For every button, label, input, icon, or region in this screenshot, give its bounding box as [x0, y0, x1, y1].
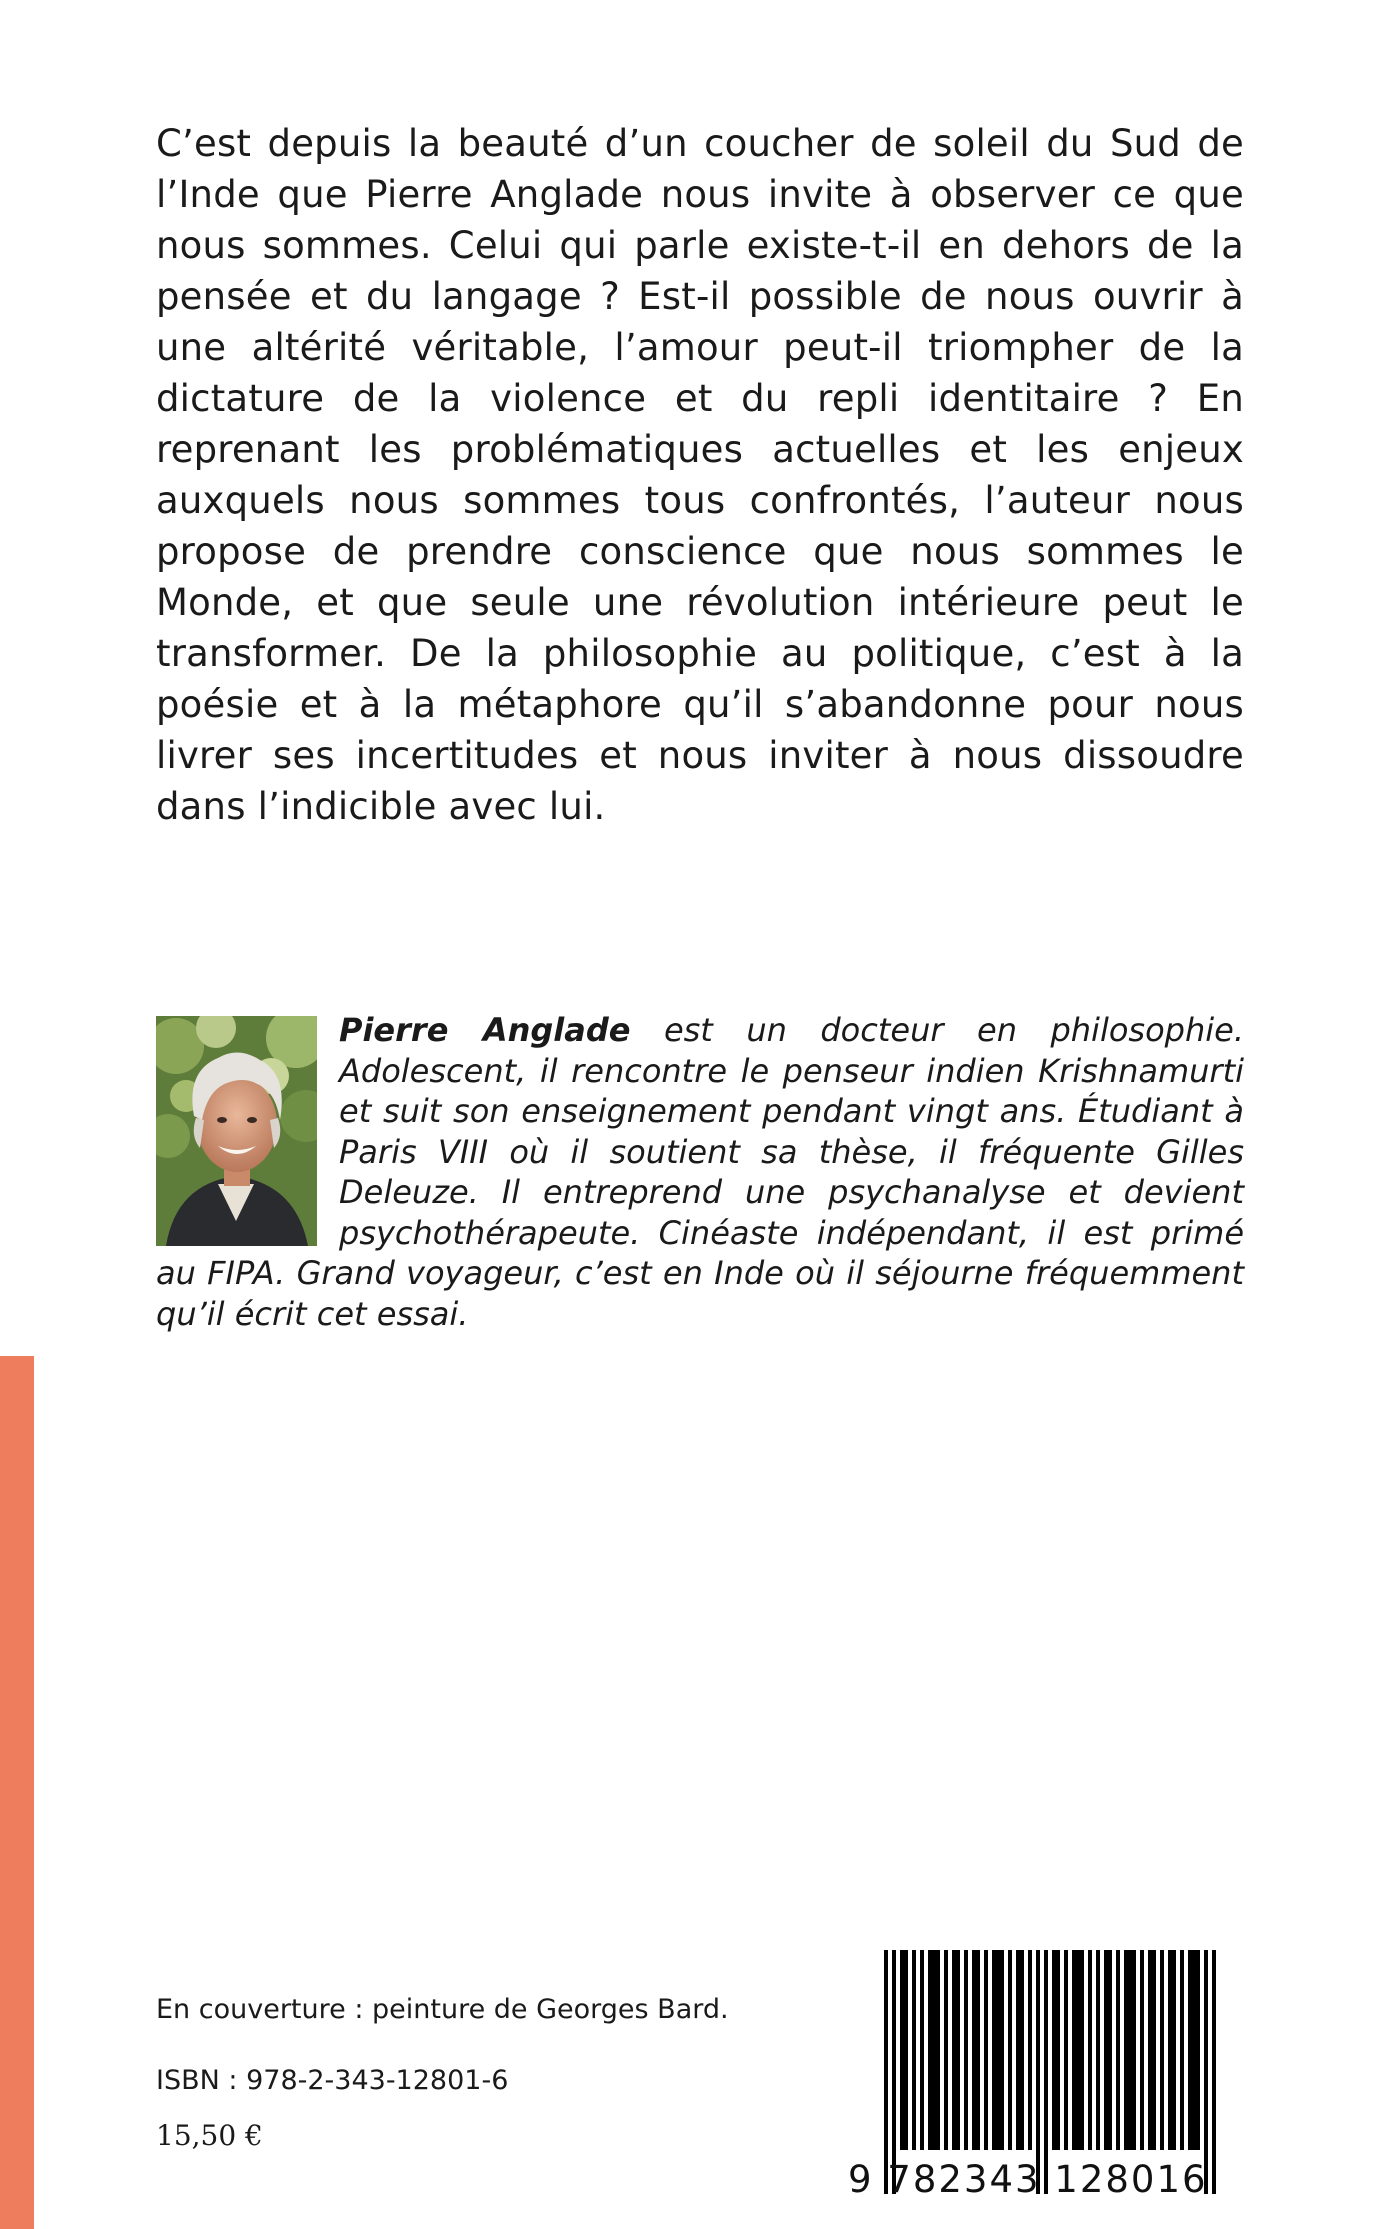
- price-label: 15,50 €: [156, 2119, 263, 2152]
- author-bio: [156, 1010, 1244, 1334]
- barcode: [848, 1950, 1256, 2212]
- cover-credit: En couverture : peinture de Georges Bard.: [156, 1994, 729, 2025]
- author-name: Pierre Anglade: [339, 1011, 631, 1049]
- barcode-digits: 9 782343 128016: [848, 2158, 1208, 2201]
- author-bio-text: est un docteur en philosophie. Adolescent, il rencontre le penseur indien Krishnamurti et suit son enseignement pendant vingt ans. Étudiant à Paris VIII où il soutient sa thèse, il fréquente Gilles Deleuze. Il entreprend une psychanalyse et devient psychothérapeute. Cinéaste indépendant, il est primé au FIPA. Grand voyageur, c’est en Inde où il séjourne fréquemment qu’il écrit cet essai.: [156, 1011, 1245, 1333]
- isbn-label: ISBN : 978-2-343-12801-6: [156, 2065, 509, 2096]
- author-bio-section: [156, 1010, 1244, 1334]
- back-cover-blurb: C’est depuis la beauté d’un coucher de soleil du Sud de l’Inde que Pierre Anglade nous invite à observer ce que nous sommes. Celui qui parle existe-t-il en dehors de la pensée et du langage ? Est-il possible de nous ouvrir à une altérité véritable, l’amour peut-il triompher de la dictature de la violence et du repli identitaire ? En reprenant les problématiques actuelles et les enjeux auxquels nous sommes tous confrontés, l’auteur nous propose de prendre conscience que nous sommes le Monde, et que seule une révolution intérieure peut le transformer. De la philosophie au politique, c’est à la poésie et à la métaphore qu’il s’abandonne pour nous livrer ses incertitudes et nous inviter à nous dissoudre dans l’indicible avec lui.: [156, 122, 1244, 828]
- accent-stripe: [0, 1356, 34, 2229]
- author-photo: [156, 1016, 317, 1246]
